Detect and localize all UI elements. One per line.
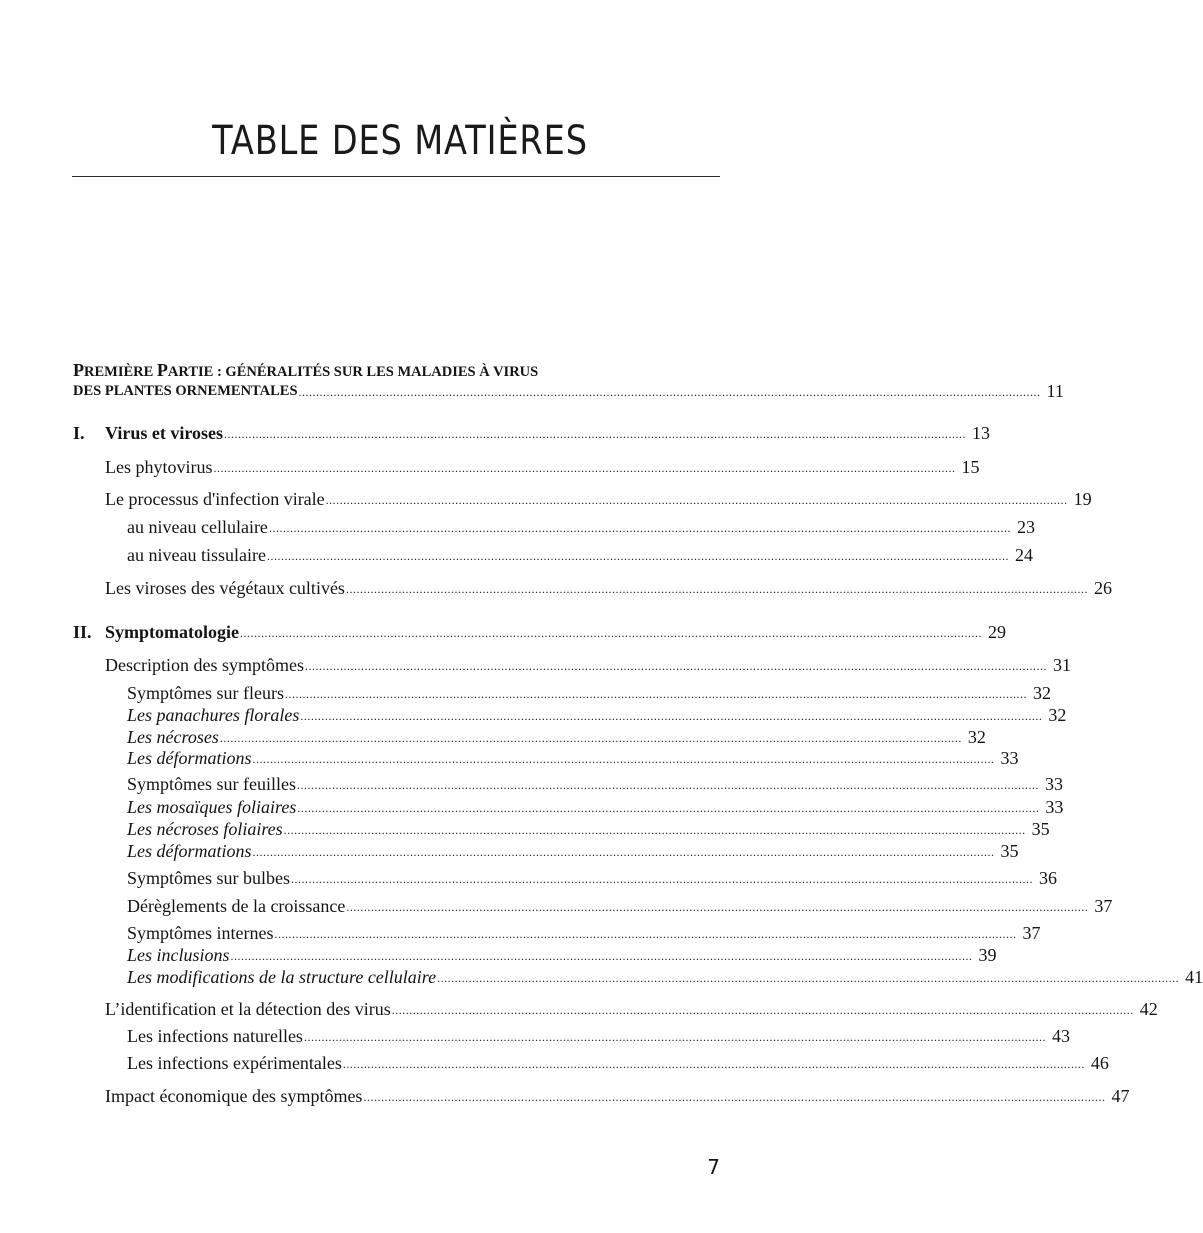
toc-entry-section[interactable]: Description des symptômes .................................................................................................................................................................................................................... 31: [105, 655, 1071, 675]
dot-leader: ....................................................................................................................................................................................................................: [304, 659, 1047, 673]
page-number: 7: [707, 1155, 720, 1179]
toc-entry-subsection[interactable]: Symptômes sur fleurs .................................................................................................................................................................................................................... 32: [127, 683, 1051, 703]
dot-leader: ....................................................................................................................................................................................................................: [437, 971, 1180, 985]
toc-entry-part[interactable]: DES PLANTES ORNEMENTALES .................................................................................................................................................................................................................... 11: [73, 381, 1064, 401]
dot-leader: ....................................................................................................................................................................................................................: [300, 709, 1043, 723]
dot-leader: ....................................................................................................................................................................................................................: [297, 801, 1040, 815]
dot-leader: ....................................................................................................................................................................................................................: [342, 1057, 1085, 1071]
toc-entry-topic[interactable]: Les panachures florales .................................................................................................................................................................................................................... 32: [127, 705, 1067, 725]
dot-leader: ....................................................................................................................................................................................................................: [230, 949, 973, 963]
toc-entry-section[interactable]: Les viroses des végétaux cultivés .................................................................................................................................................................................................................... 26: [105, 578, 1112, 598]
page-title: TABLE DES MATIÈRES: [212, 118, 588, 164]
title-rule: [72, 176, 720, 177]
toc-entry-topic[interactable]: Les nécroses foliaires .................................................................................................................................................................................................................... 35: [127, 819, 1050, 839]
toc-entry-section[interactable]: L’identification et la détection des virus .................................................................................................................................................................................................................... 42: [105, 999, 1158, 1019]
dot-leader: ....................................................................................................................................................................................................................: [219, 731, 962, 745]
toc-entry-topic[interactable]: Les déformations .................................................................................................................................................................................................................... 35: [127, 841, 1019, 861]
dot-leader: ....................................................................................................................................................................................................................: [391, 1003, 1134, 1017]
toc-entry-topic[interactable]: Les nécroses .................................................................................................................................................................................................................... 32: [127, 727, 986, 747]
toc-entry-subsection[interactable]: Symptômes internes .................................................................................................................................................................................................................... 37: [127, 923, 1041, 943]
toc-entry-topic[interactable]: Les mosaïques foliaires .................................................................................................................................................................................................................... 33: [127, 797, 1064, 817]
toc-entry-chapter[interactable]: II. Symptomatologie .................................................................................................................................................................................................................... 29: [73, 622, 1006, 642]
dot-leader: ....................................................................................................................................................................................................................: [291, 872, 1034, 886]
dot-leader: ....................................................................................................................................................................................................................: [268, 521, 1011, 535]
toc-entry-subsection[interactable]: Dérèglements de la croissance .................................................................................................................................................................................................................... 37: [127, 896, 1113, 916]
dot-leader: ....................................................................................................................................................................................................................: [223, 427, 966, 441]
page-ref: 11: [1046, 381, 1064, 401]
toc-entry-topic[interactable]: Les inclusions .................................................................................................................................................................................................................... 39: [127, 945, 997, 965]
toc-entry-subsection[interactable]: Symptômes sur bulbes .................................................................................................................................................................................................................... 36: [127, 868, 1058, 888]
dot-leader: ....................................................................................................................................................................................................................: [240, 626, 982, 640]
toc-entry-topic[interactable]: Les modifications de la structure cellulaire .................................................................................................................................................................................................................... 41: [127, 967, 1203, 987]
dot-leader: ....................................................................................................................................................................................................................: [252, 845, 995, 859]
dot-leader: ....................................................................................................................................................................................................................: [303, 1030, 1046, 1044]
dot-leader: ....................................................................................................................................................................................................................: [297, 778, 1039, 792]
dot-leader: ....................................................................................................................................................................................................................: [213, 461, 956, 475]
toc-entry-subsection[interactable]: Les infections naturelles .................................................................................................................................................................................................................... 43: [127, 1026, 1070, 1046]
dot-leader: ....................................................................................................................................................................................................................: [345, 582, 1088, 596]
part-heading-line1: PREMIÈRE PARTIE : GÉNÉRALITÉS SUR LES MALADIES À VIRUS: [73, 360, 539, 380]
dot-leader: ....................................................................................................................................................................................................................: [283, 823, 1026, 837]
dot-leader: ....................................................................................................................................................................................................................: [346, 900, 1089, 914]
dot-leader: ....................................................................................................................................................................................................................: [363, 1090, 1106, 1104]
dot-leader: ....................................................................................................................................................................................................................: [252, 752, 995, 766]
dot-leader: ....................................................................................................................................................................................................................: [298, 385, 1041, 399]
dot-leader: ....................................................................................................................................................................................................................: [266, 549, 1009, 563]
toc-entry-section[interactable]: Les phytovirus .................................................................................................................................................................................................................... 15: [105, 457, 980, 477]
toc-entry-subsection[interactable]: Les infections expérimentales .................................................................................................................................................................................................................... 46: [127, 1053, 1109, 1073]
toc-entry-section[interactable]: Le processus d'infection virale .................................................................................................................................................................................................................... 19: [105, 489, 1092, 509]
dot-leader: ....................................................................................................................................................................................................................: [274, 927, 1017, 941]
toc-entry-subsection[interactable]: au niveau tissulaire .................................................................................................................................................................................................................... 24: [127, 545, 1033, 565]
toc-entry-section[interactable]: Impact économique des symptômes .................................................................................................................................................................................................................... 47: [105, 1086, 1130, 1106]
dot-leader: ....................................................................................................................................................................................................................: [325, 493, 1068, 507]
toc-entry-subsection[interactable]: Symptômes sur feuilles .................................................................................................................................................................................................................... 33: [127, 774, 1063, 794]
dot-leader: ....................................................................................................................................................................................................................: [285, 687, 1027, 701]
toc-entry-topic[interactable]: Les déformations .................................................................................................................................................................................................................... 33: [127, 748, 1019, 768]
toc-entry-subsection[interactable]: au niveau cellulaire .................................................................................................................................................................................................................... 23: [127, 517, 1035, 537]
toc-entry-chapter[interactable]: I. Virus et viroses .................................................................................................................................................................................................................... 13: [73, 423, 990, 443]
